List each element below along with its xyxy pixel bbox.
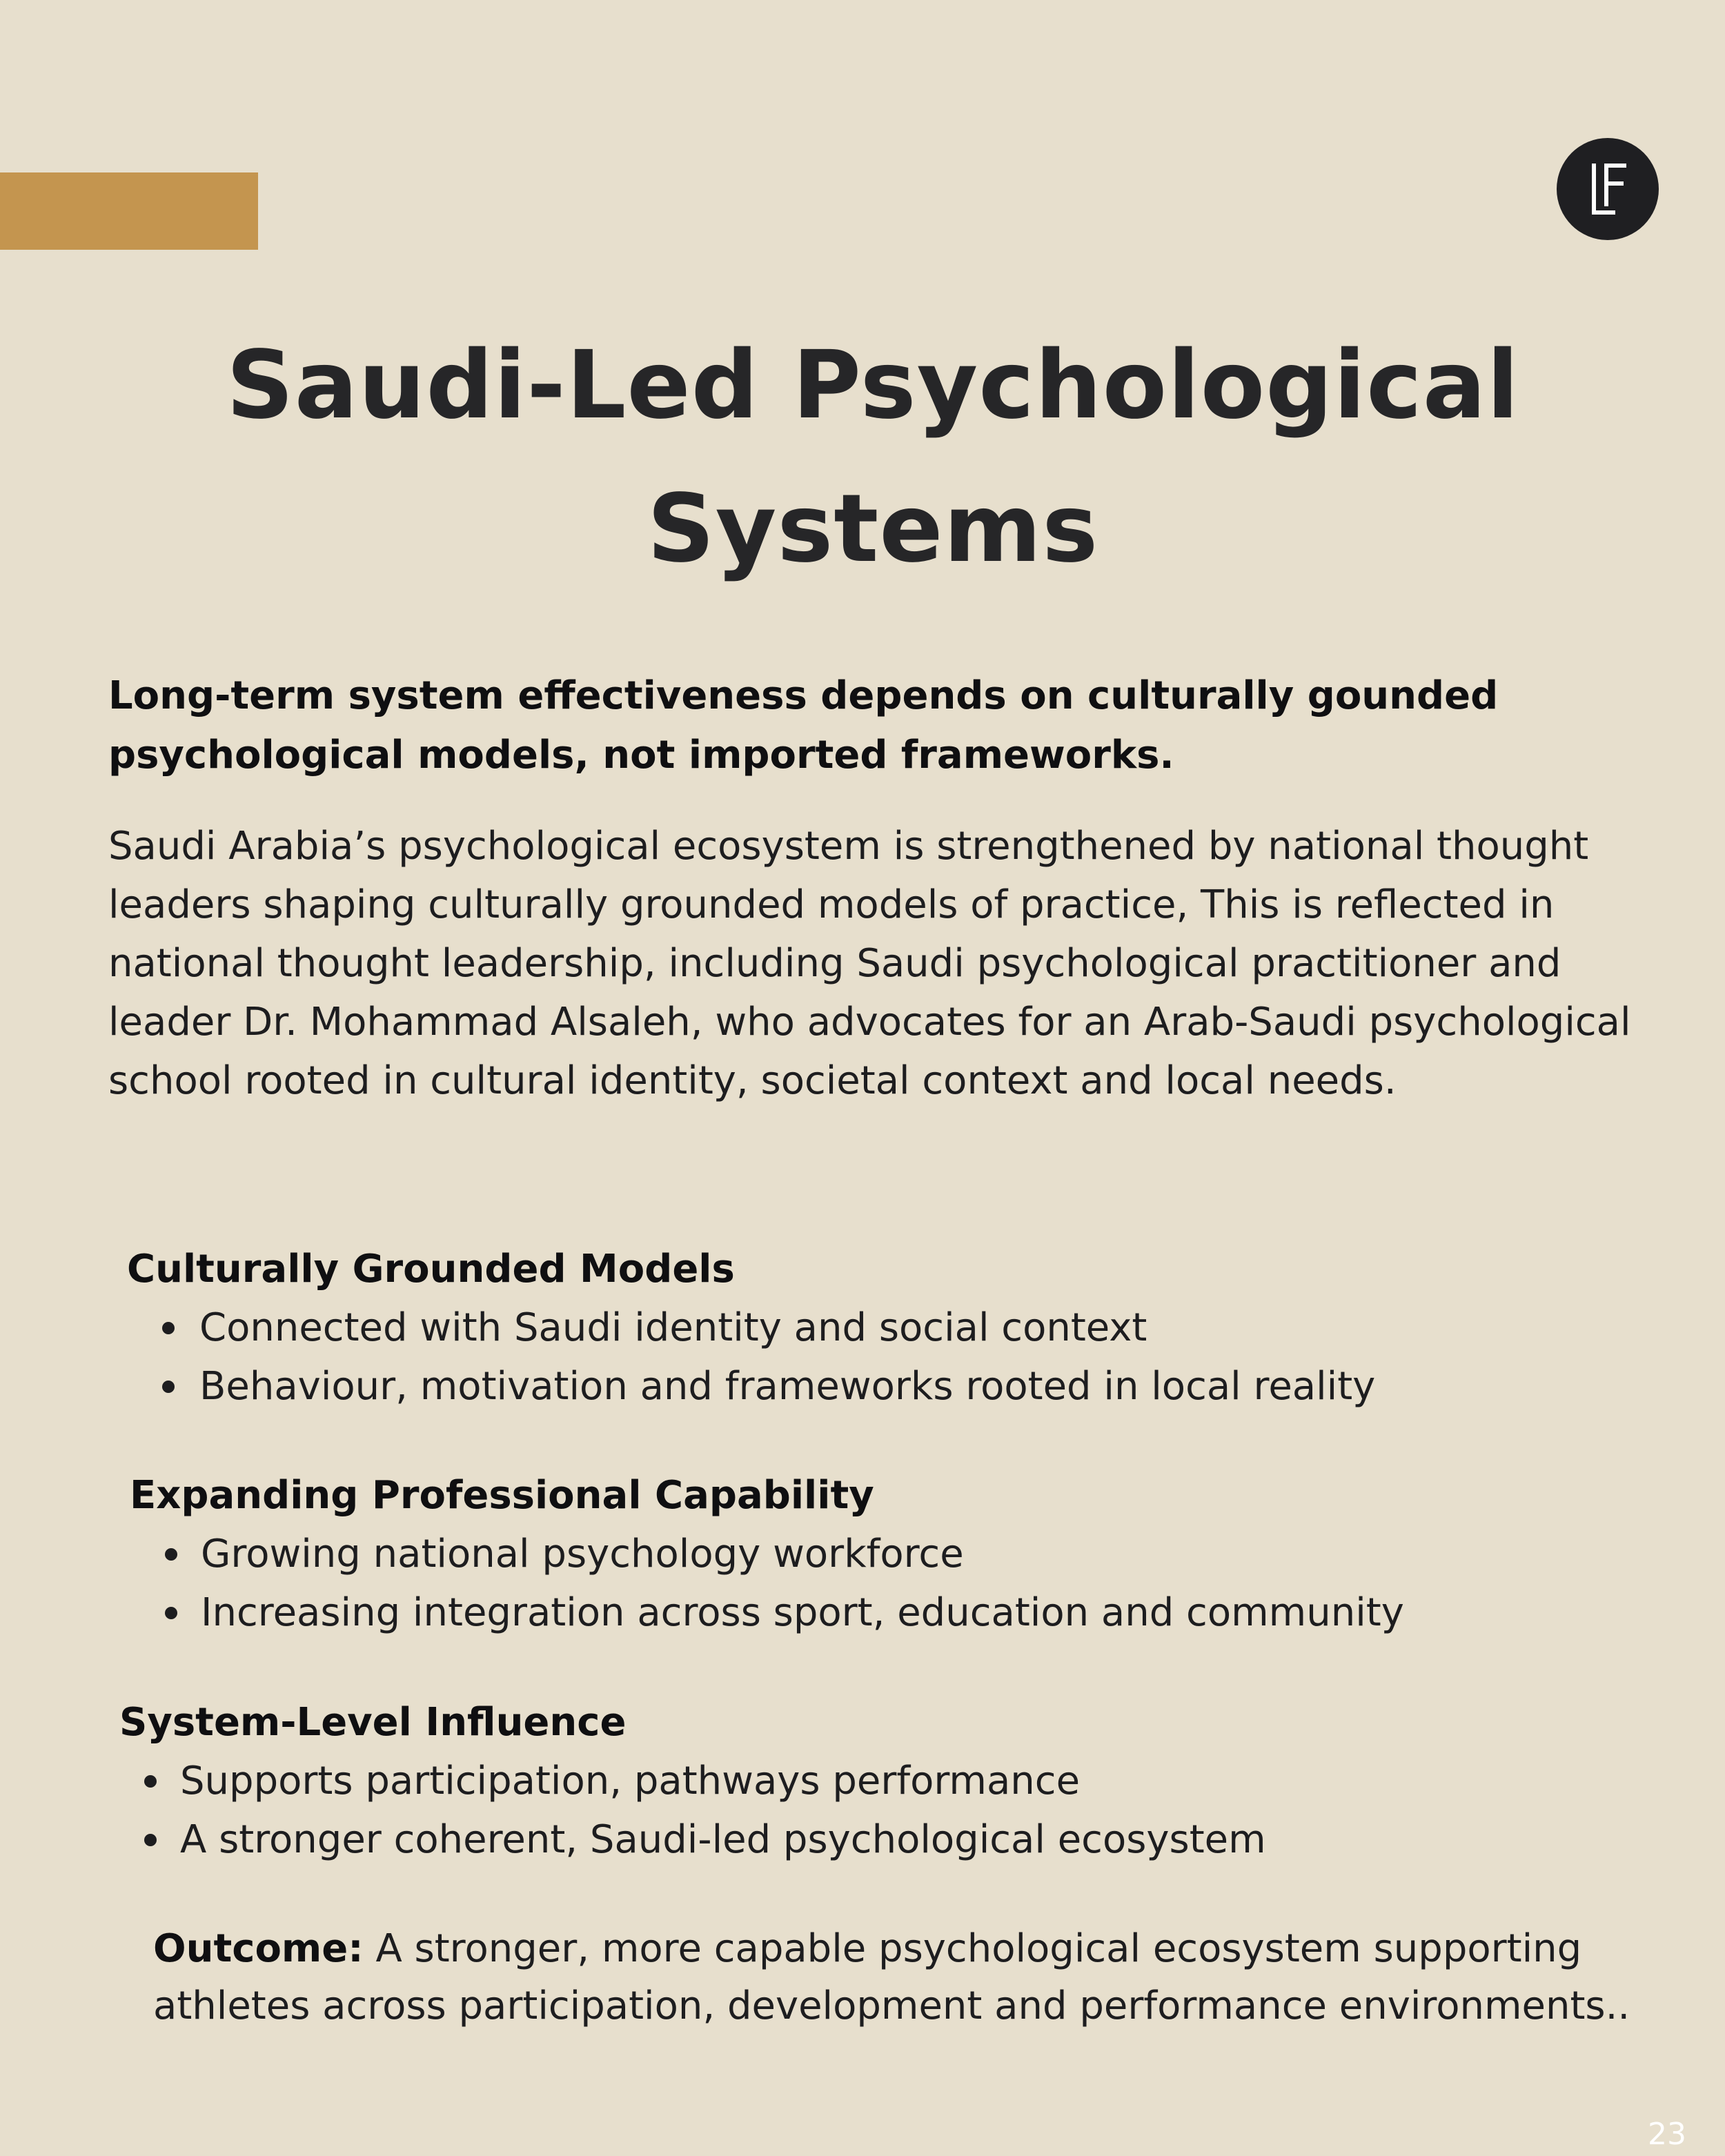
- body-paragraph: Saudi Arabia’s psychological ecosystem is strengthened by national thought leaders shaping culturally grounded models of practice, This is reflected in national thought leadership, including Saudi psychological practitioner and leader Dr. Mohammad Alsaleh, who advocates for an Arab-Saudi psychological school rooted in cultural identity, societal context and local needs.: [108, 824, 1631, 1103]
- bullet-icon: [162, 1322, 175, 1334]
- bullet-icon: [165, 1607, 177, 1619]
- page-number: 23: [1648, 2117, 1686, 2152]
- page-title: Saudi-Led Psychological Systems: [226, 331, 1520, 584]
- bullet-list: [119, 1752, 1266, 1869]
- list-item: [127, 1357, 1375, 1416]
- lf-monogram-icon: [1557, 138, 1659, 240]
- section-heading: Culturally Grounded Models: [127, 1247, 735, 1292]
- outcome-text: A stronger, more capable psychological ecosystem supporting athletes across participation, development and performance environments..: [153, 1926, 1630, 2028]
- list-item: [119, 1752, 1266, 1810]
- bullet-icon: [144, 1775, 157, 1788]
- section-heading: System-Level Influence: [119, 1700, 627, 1745]
- list-item: [119, 1810, 1266, 1869]
- section-culturally-grounded-models: [127, 1240, 1375, 1416]
- bullet-list: [130, 1525, 1404, 1642]
- list-item: [130, 1583, 1404, 1642]
- list-item: [130, 1525, 1404, 1583]
- lead-statement: Long-term system effectiveness depends on culturally gounded psychological models, not imported frameworks.: [108, 673, 1499, 778]
- outcome-label: Outcome:: [153, 1926, 364, 1971]
- list-item-text: A stronger coherent, Saudi-led psychological ecosystem: [180, 1817, 1266, 1862]
- accent-bar: [0, 172, 258, 250]
- bullet-icon: [165, 1548, 177, 1561]
- list-item-text: Behaviour, motivation and frameworks rooted in local reality: [199, 1364, 1376, 1409]
- list-item-text: Growing national psychology workforce: [201, 1532, 964, 1576]
- bullet-list: [127, 1298, 1375, 1416]
- list-item-text: Supports participation, pathways performance: [180, 1759, 1081, 1803]
- section-system-level-influence: [119, 1693, 1266, 1869]
- list-item-text: Connected with Saudi identity and social context: [199, 1305, 1147, 1350]
- bullet-icon: [162, 1381, 175, 1393]
- bullet-icon: [144, 1834, 157, 1846]
- list-item-text: Increasing integration across sport, education and community: [201, 1590, 1404, 1635]
- outcome-statement: [153, 1920, 1637, 2035]
- lf-logo: [1557, 138, 1659, 240]
- section-heading: Expanding Professional Capability: [130, 1473, 874, 1518]
- list-item: [127, 1298, 1375, 1357]
- section-expanding-professional-capability: [130, 1466, 1404, 1642]
